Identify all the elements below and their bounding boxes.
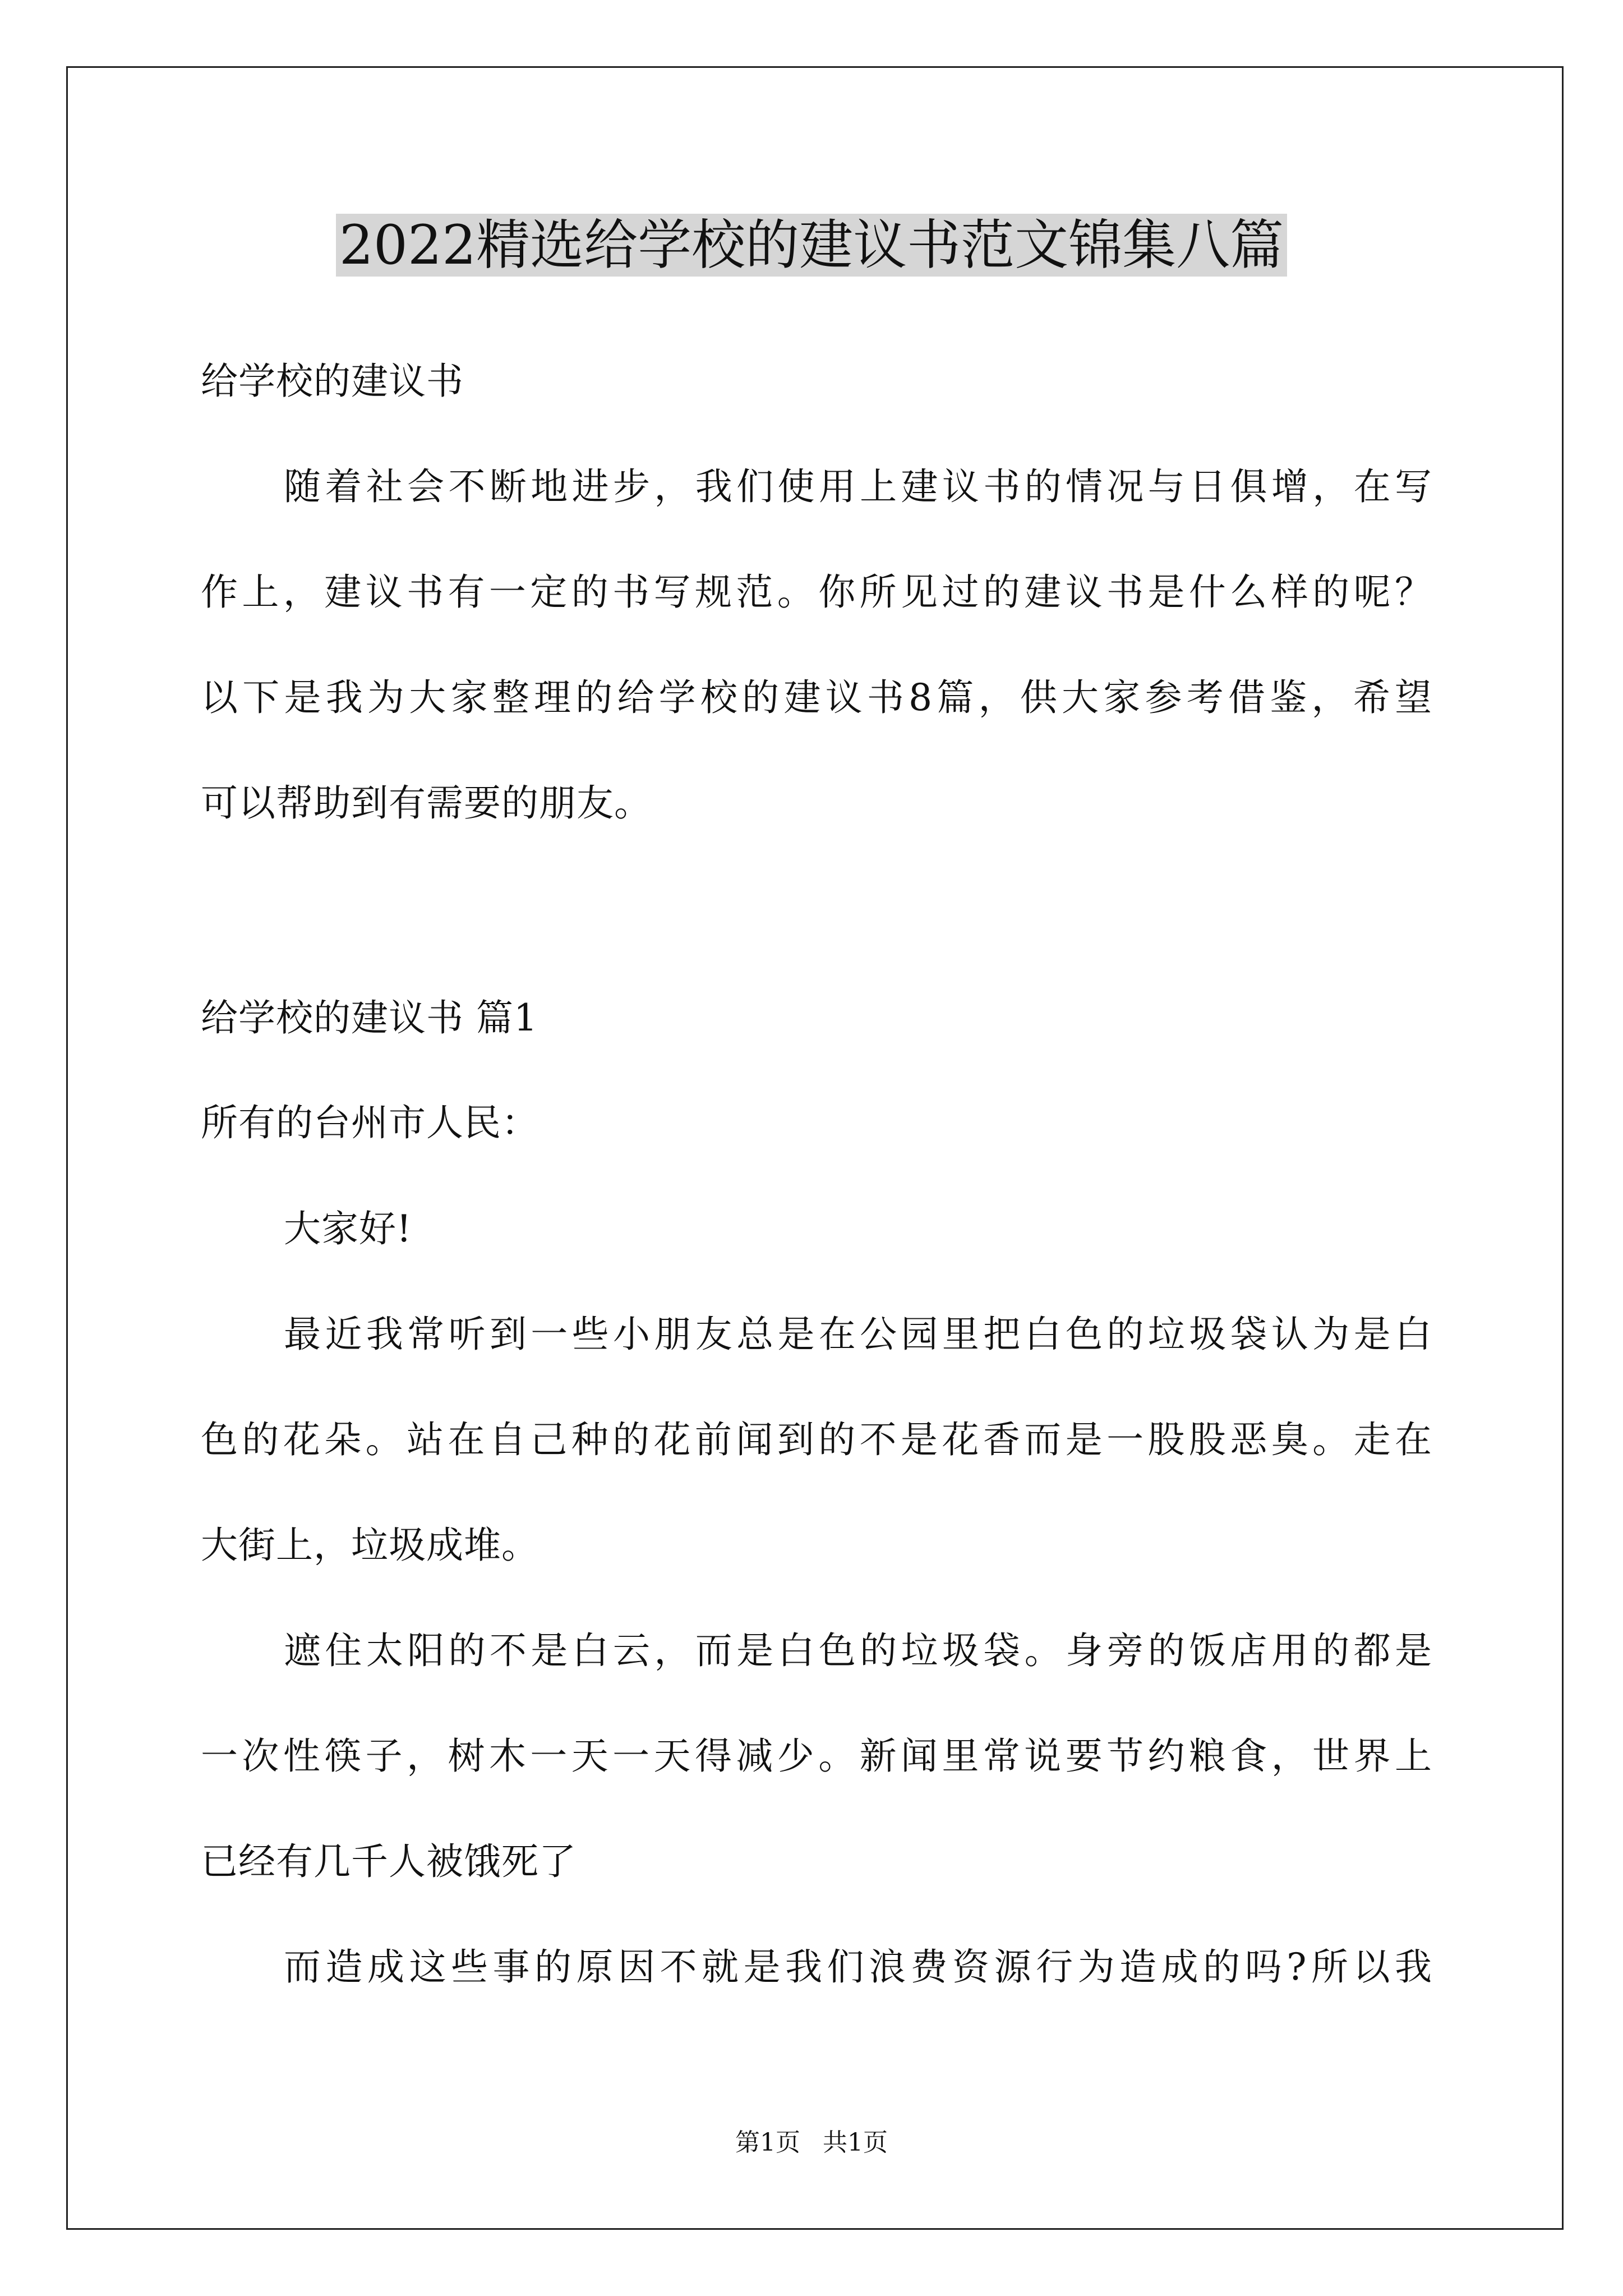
page-number-current: 第1页	[735, 2128, 800, 2157]
intro-line-4: 可以帮助到有需要的朋友。	[201, 781, 652, 825]
intro-line-3: 以下是我为大家整理的给学校的建议书8篇，供大家参考借鉴，希望	[201, 676, 1432, 719]
document-title	[0, 209, 1623, 282]
article-heading: 给学校的建议书 篇1	[201, 996, 538, 1039]
paragraph-2-line-1: 遮住太阳的不是白云，而是白色的垃圾袋。身旁的饭店用的都是	[284, 1629, 1432, 1672]
paragraph-1-line-1: 最近我常听到一些小朋友总是在公园里把白色的垃圾袋认为是白	[284, 1313, 1432, 1356]
paragraph-2-line-3: 已经有几千人被饿死了	[201, 1840, 577, 1883]
paragraph-1-line-2: 色的花朵。站在自己种的花前闻到的不是花香而是一股股恶臭。走在	[201, 1418, 1432, 1461]
paragraph-2-line-2: 一次性筷子，树木一天一天得减少。新闻里常说要节约粮食，世界上	[201, 1734, 1432, 1778]
salutation: 所有的台州市人民：	[201, 1101, 539, 1144]
greeting: 大家好!	[284, 1207, 412, 1250]
intro-line-1: 随着社会不断地进步，我们使用上建议书的情况与日俱增，在写	[284, 465, 1432, 508]
page-number-total: 共1页	[823, 2128, 888, 2157]
paragraph-3-line-1: 而造成这些事的原因不就是我们浪费资源行为造成的吗?所以我	[284, 1945, 1432, 1989]
page-footer	[0, 2126, 1623, 2160]
section-heading: 给学校的建议书	[201, 360, 464, 403]
title-text: 2022精选给学校的建议书范文锦集八篇	[336, 214, 1287, 277]
paragraph-1-line-3: 大街上，垃圾成堆。	[201, 1524, 539, 1567]
intro-line-2: 作上，建议书有一定的书写规范。你所见过的建议书是什么样的呢？	[201, 570, 1432, 614]
